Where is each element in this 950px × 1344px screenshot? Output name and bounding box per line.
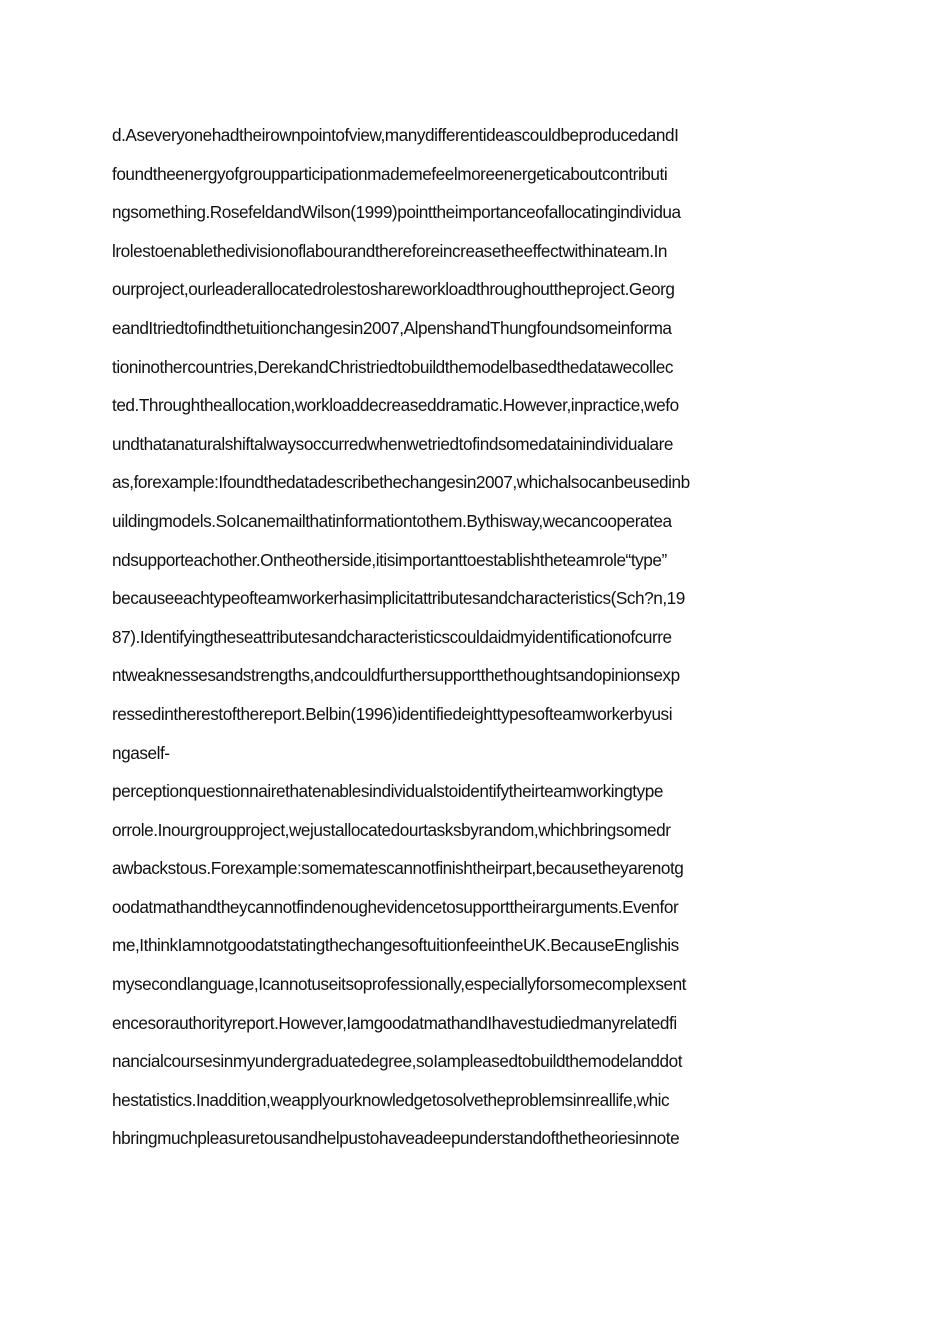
text-line-6: eandItriedtofindthetuitionchangesin2007,AlpenshandThungfoundsomeinforma bbox=[112, 317, 672, 338]
text-line-9: undthatanaturalshiftalwaysoccurredwhenwetriedtofindsomedatainindividualare bbox=[112, 433, 673, 454]
text-line-22: me,IthinkIamnotgoodatstatingthechangesoftuitionfeeintheUK.BecauseEnglishis bbox=[112, 935, 679, 956]
text-line-20: awbackstous.Forexample:somematescannotfinishtheirpart,becausetheyarenotg bbox=[112, 858, 684, 879]
text-line-3: ngsomething.RosefeldandWilson(1999)pointtheimportanceofallocatingindividua bbox=[112, 202, 681, 223]
text-line-18: perceptionquestionnairethatenablesindividualstoidentifytheirteamworkingtype bbox=[112, 781, 663, 802]
text-line-21: oodatmathandtheycannotfindenoughevidencetosupporttheirarguments.Evenfor bbox=[112, 896, 679, 917]
text-line-17: ngaself- bbox=[112, 742, 170, 763]
text-line-16: ressedintherestofthereport.Belbin(1996)identifiedeighttypesofteamworkerbyusi bbox=[112, 703, 673, 724]
text-line-26: hestatistics.Inaddition,weapplyourknowledgetosolvetheproblemsinreallife,whic bbox=[112, 1089, 670, 1110]
text-line-27: hbringmuchpleasuretousandhelpustohaveadeepunderstandofthetheoriesinnote bbox=[112, 1128, 680, 1149]
text-line-5: ourproject,ourleaderallocatedrolestoshareworkloadthroughouttheproject.Georg bbox=[112, 279, 675, 300]
text-line-15: ntweaknessesandstrengths,andcouldfurthersupportthethoughtsandopinionsexp bbox=[112, 665, 680, 686]
text-line-11: uildingmodels.SoIcanemailthatinformationtothem.Bythisway,wecancooperatea bbox=[112, 510, 672, 531]
text-line-10: as,forexample:Ifoundthedatadescribethechangesin2007,whichalsocanbeusedinb bbox=[112, 472, 690, 493]
text-line-2: foundtheenergyofgroupparticipationmademefeelmoreenergeticaboutcontributi bbox=[112, 163, 668, 184]
text-line-8: ted.Throughtheallocation,workloaddecreaseddramatic.However,inpractice,wefo bbox=[112, 395, 679, 416]
text-line-12: ndsupporteachother.Ontheotherside,itisimportanttoestablishtheteamrole“type” bbox=[112, 549, 667, 570]
text-line-24: encesorauthorityreport.However,IamgoodatmathandIhavestudiedmanyrelatedfi bbox=[112, 1012, 677, 1033]
text-line-25: nancialcoursesinmyundergraduatedegree,soIampleasedtobuildthemodelanddot bbox=[112, 1051, 683, 1072]
text-line-23: mysecondlanguage,Icannotuseitsoprofessionally,especiallyforsomecomplexsent bbox=[112, 974, 687, 995]
text-line-14: 87).Identifyingtheseattributesandcharacteristicscouldaidmyidentificationofcurre bbox=[112, 626, 672, 647]
body-text bbox=[112, 116, 852, 1158]
text-line-1: d.Aseveryonehadtheirownpointofview,manydifferentideascouldbeproducedandI bbox=[112, 125, 679, 145]
text-line-7: tioninothercountries,DerekandChristriedtobuildthemodelbasedthedatawecollec bbox=[112, 356, 673, 377]
text-line-4: lrolestoenablethedivisionoflabourandthereforeincreasetheeffectwithinateam.In bbox=[112, 240, 668, 261]
text-line-13: becauseeachtypeofteamworkerhasimplicitattributesandcharacteristics(Sch?n,19 bbox=[112, 588, 685, 609]
text-line-19: orrole.Inourgroupproject,wejustallocatedourtasksbyrandom,whichbringsomedr bbox=[112, 819, 671, 840]
